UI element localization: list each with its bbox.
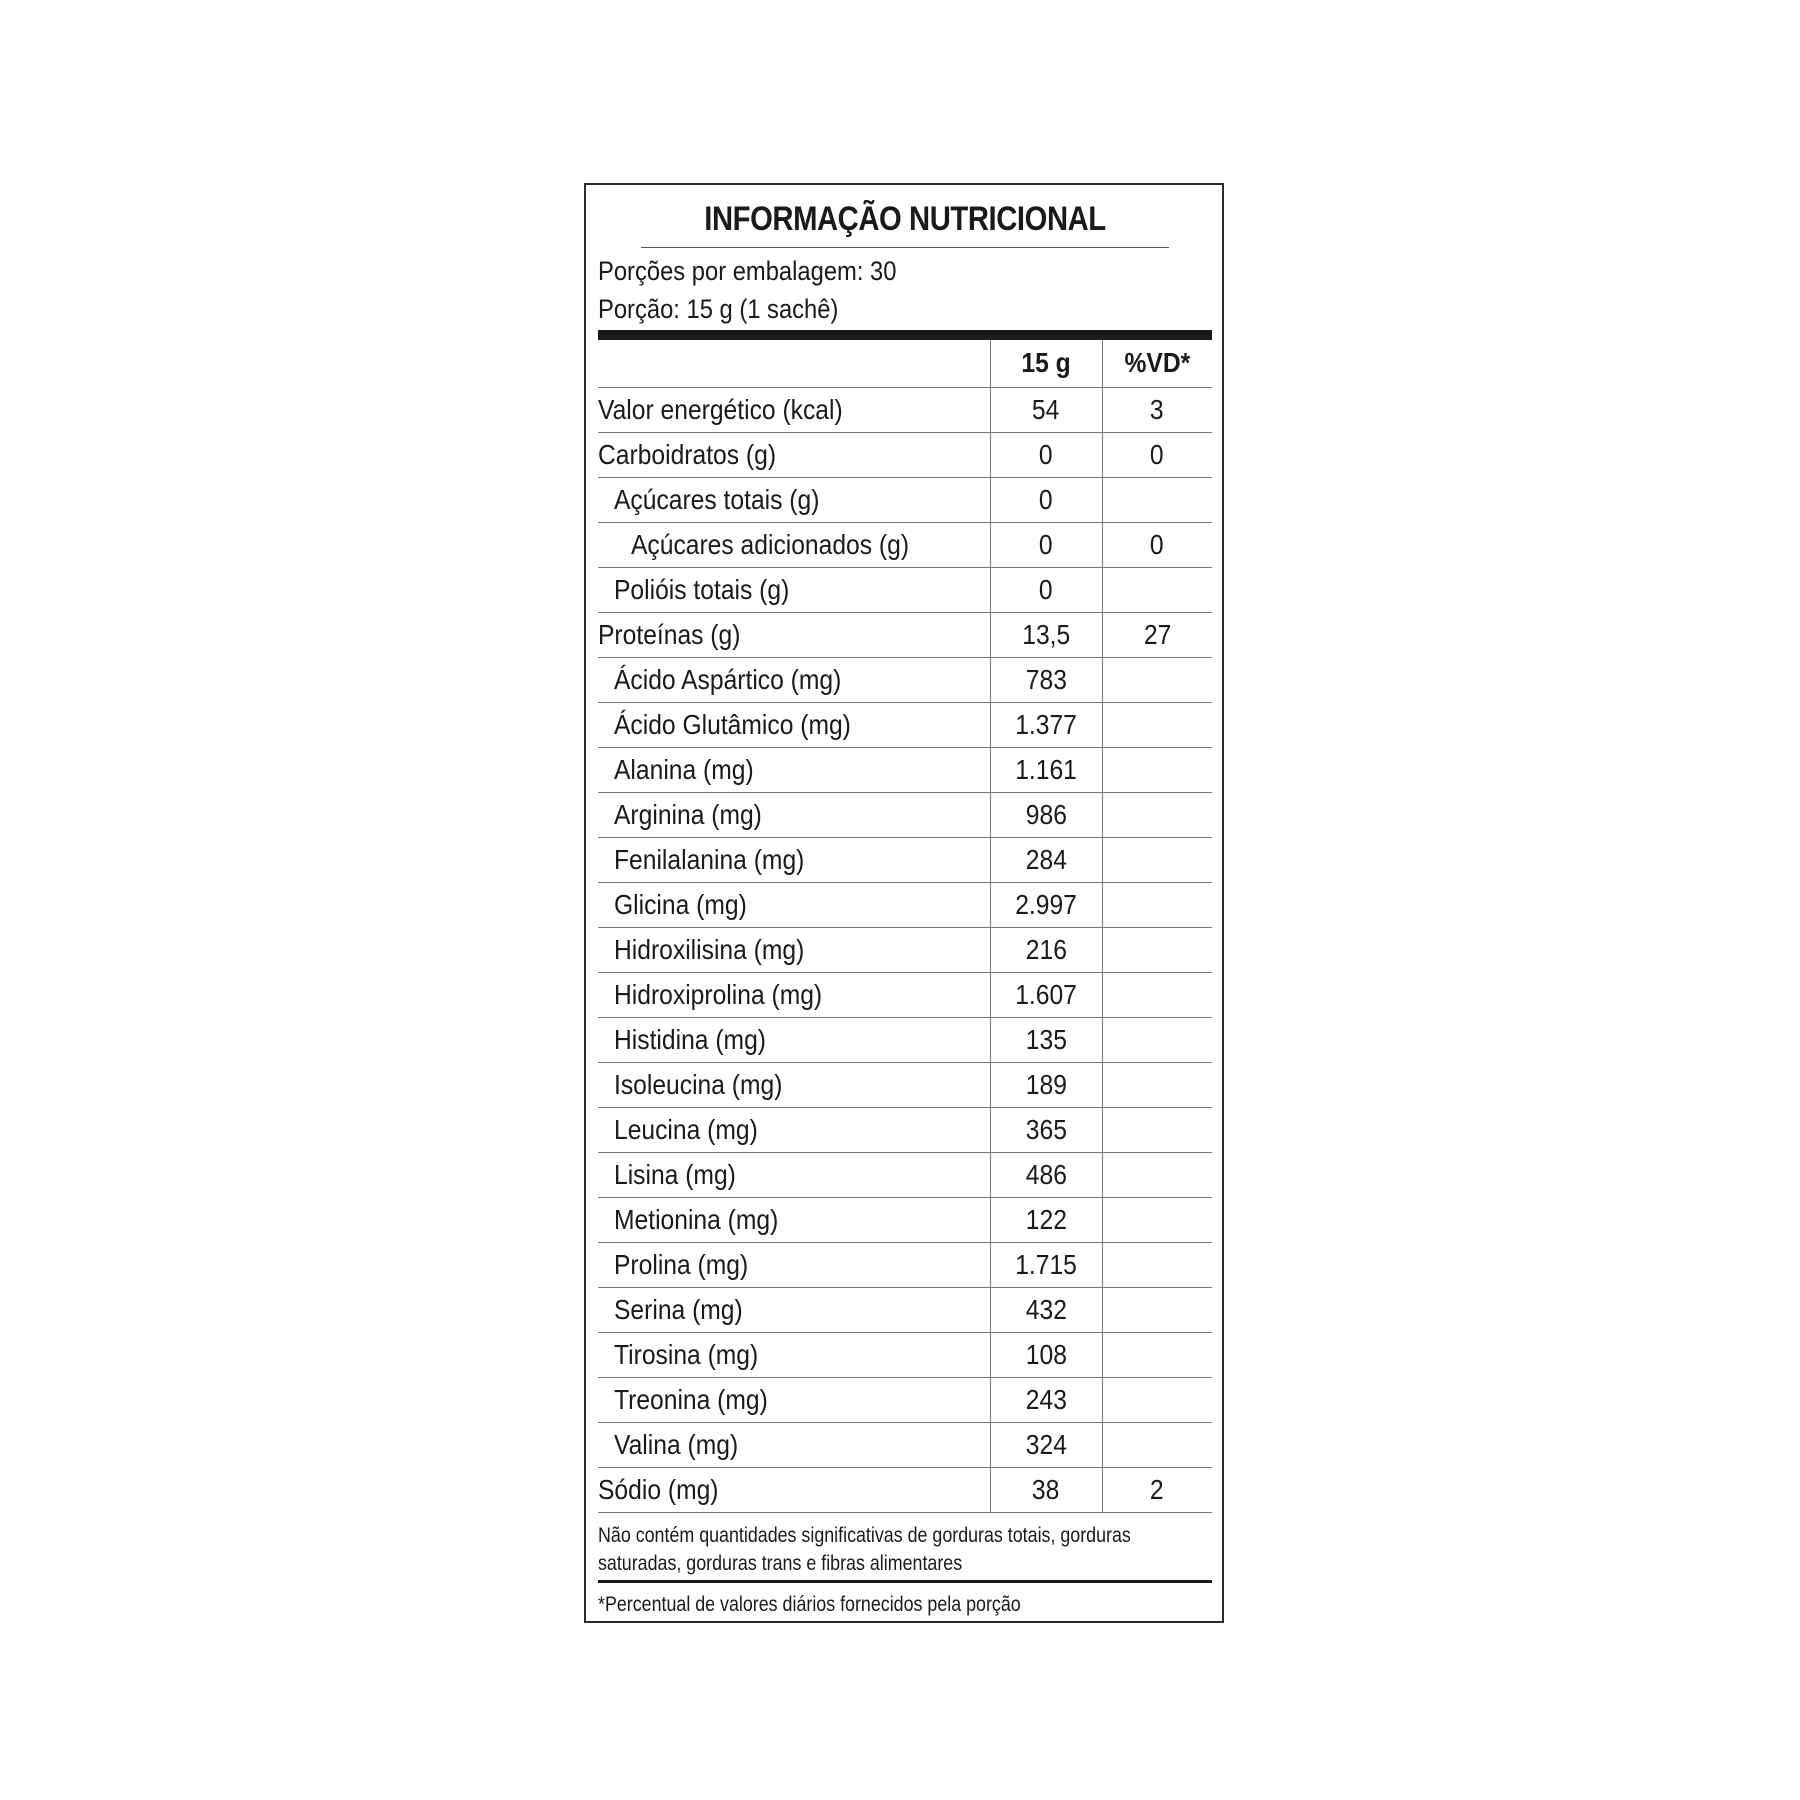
- table-row: [598, 747, 1212, 792]
- nutrient-amount: 0: [990, 477, 1102, 522]
- nutrient-name: Ácido Glutâmico (mg): [598, 702, 990, 747]
- nutrient-dv: [1102, 1152, 1212, 1197]
- nutrient-name: Açúcares adicionados (g): [598, 522, 990, 567]
- nutrient-amount: 783: [990, 657, 1102, 702]
- thick-divider: [598, 330, 1212, 340]
- nutrient-amount: 1.161: [990, 747, 1102, 792]
- nutrient-name: Açúcares totais (g): [598, 477, 990, 522]
- nutrient-amount: 13,5: [990, 612, 1102, 657]
- table-row: [598, 567, 1212, 612]
- nutrient-name: Prolina (mg): [598, 1242, 990, 1287]
- nutrient-amount: 0: [990, 567, 1102, 612]
- nutrient-dv: [1102, 657, 1212, 702]
- nutrient-amount: 108: [990, 1332, 1102, 1377]
- nutrient-amount: 432: [990, 1287, 1102, 1332]
- nutrient-dv: [1102, 1287, 1212, 1332]
- nutrient-dv: [1102, 1332, 1212, 1377]
- nutrient-amount: 135: [990, 1017, 1102, 1062]
- nutrient-name: Arginina (mg): [598, 792, 990, 837]
- serving-size: Porção: 15 g (1 sachê): [598, 294, 839, 324]
- nutrient-dv: [1102, 1062, 1212, 1107]
- nutrient-dv: 0: [1102, 522, 1212, 567]
- nutrient-amount: 38: [990, 1467, 1102, 1512]
- footnote-not-significant: [598, 1513, 1212, 1583]
- table-row: [598, 1242, 1212, 1287]
- table-row: [598, 702, 1212, 747]
- table-row: [598, 432, 1212, 477]
- table-row: [598, 1107, 1212, 1152]
- table-row: [598, 522, 1212, 567]
- nutrient-name: Glicina (mg): [598, 882, 990, 927]
- table-row: [598, 387, 1212, 432]
- nutrient-name: Sódio (mg): [598, 1467, 990, 1512]
- table-row: [598, 882, 1212, 927]
- nutrient-name: Leucina (mg): [598, 1107, 990, 1152]
- nutrient-dv: [1102, 1422, 1212, 1467]
- nutrient-name: Carboidratos (g): [598, 432, 990, 477]
- nutrient-amount: 1.715: [990, 1242, 1102, 1287]
- nutrient-amount: 324: [990, 1422, 1102, 1467]
- nutrient-dv: 2: [1102, 1467, 1212, 1512]
- table-header-row: [598, 340, 1212, 387]
- nutrient-dv: [1102, 1017, 1212, 1062]
- nutrient-amount: 189: [990, 1062, 1102, 1107]
- nutrient-name: Hidroxiprolina (mg): [598, 972, 990, 1017]
- nutrient-name: Tirosina (mg): [598, 1332, 990, 1377]
- nutrient-amount: 216: [990, 927, 1102, 972]
- nutrient-name: Serina (mg): [598, 1287, 990, 1332]
- footnote-dv-note: [598, 1583, 1212, 1619]
- label-content: [598, 185, 1212, 1619]
- table-row: [598, 972, 1212, 1017]
- nutrient-name: Valor energético (kcal): [598, 387, 990, 432]
- nutrient-amount: 122: [990, 1197, 1102, 1242]
- serving-info: [598, 248, 1212, 330]
- nutrient-dv: [1102, 882, 1212, 927]
- nutrient-amount: 986: [990, 792, 1102, 837]
- nutrient-dv: [1102, 747, 1212, 792]
- nutrient-name: Fenilalanina (mg): [598, 837, 990, 882]
- table-row: [598, 1467, 1212, 1512]
- table-row: [598, 1422, 1212, 1467]
- nutrient-dv: 0: [1102, 432, 1212, 477]
- footnote-line-1: Não contém quantidades significativas de gorduras totais, gorduras: [598, 1523, 1131, 1547]
- nutrient-name: Alanina (mg): [598, 747, 990, 792]
- nutrient-name: Treonina (mg): [598, 1377, 990, 1422]
- nutrient-name: Lisina (mg): [598, 1152, 990, 1197]
- nutrient-dv: [1102, 1197, 1212, 1242]
- nutrient-amount: 2.997: [990, 882, 1102, 927]
- nutrient-dv: 27: [1102, 612, 1212, 657]
- table-row: [598, 1197, 1212, 1242]
- nutrient-dv: [1102, 837, 1212, 882]
- table-row: [598, 927, 1212, 972]
- nutrient-dv: [1102, 477, 1212, 522]
- nutrient-dv: [1102, 1107, 1212, 1152]
- nutrient-dv: 3: [1102, 387, 1212, 432]
- table-row: [598, 1062, 1212, 1107]
- nutrient-dv: [1102, 1377, 1212, 1422]
- table-row: [598, 1377, 1212, 1422]
- nutrient-name: Valina (mg): [598, 1422, 990, 1467]
- table-row: [598, 657, 1212, 702]
- nutrient-dv: [1102, 702, 1212, 747]
- table-row: [598, 792, 1212, 837]
- column-header-amount: 15 g: [990, 340, 1102, 387]
- table-row: [598, 1332, 1212, 1377]
- nutrient-dv: [1102, 567, 1212, 612]
- nutrient-amount: 365: [990, 1107, 1102, 1152]
- table-row: [598, 477, 1212, 522]
- table-row: [598, 1152, 1212, 1197]
- dv-note-text: *Percentual de valores diários fornecidos pela porção: [598, 1592, 1021, 1616]
- nutrition-facts-label: [584, 183, 1224, 1623]
- nutrient-amount: 0: [990, 522, 1102, 567]
- nutrient-name: Polióis totais (g): [598, 567, 990, 612]
- table-row: [598, 1017, 1212, 1062]
- nutrient-name: Hidroxilisina (mg): [598, 927, 990, 972]
- nutrition-table: [598, 340, 1212, 1513]
- nutrient-amount: 284: [990, 837, 1102, 882]
- nutrient-amount: 1.377: [990, 702, 1102, 747]
- table-row: [598, 1287, 1212, 1332]
- nutrient-dv: [1102, 927, 1212, 972]
- servings-per-package: Porções por embalagem: 30: [598, 256, 897, 286]
- nutrient-amount: 1.607: [990, 972, 1102, 1017]
- table-row: [598, 612, 1212, 657]
- header-blank-cell: [598, 340, 990, 387]
- nutrient-amount: 0: [990, 432, 1102, 477]
- label-title: INFORMAÇÃO NUTRICIONAL: [641, 185, 1169, 248]
- nutrient-dv: [1102, 792, 1212, 837]
- nutrient-name: Histidina (mg): [598, 1017, 990, 1062]
- nutrient-name: Proteínas (g): [598, 612, 990, 657]
- table-row: [598, 837, 1212, 882]
- nutrient-amount: 54: [990, 387, 1102, 432]
- nutrient-name: Isoleucina (mg): [598, 1062, 990, 1107]
- footnote-line-2: saturadas, gorduras trans e fibras alimentares: [598, 1551, 963, 1575]
- column-header-dv: %VD*: [1102, 340, 1212, 387]
- nutrient-dv: [1102, 972, 1212, 1017]
- nutrient-name: Metionina (mg): [598, 1197, 990, 1242]
- nutrient-amount: 486: [990, 1152, 1102, 1197]
- nutrient-dv: [1102, 1242, 1212, 1287]
- nutrient-name: Ácido Aspártico (mg): [598, 657, 990, 702]
- nutrient-amount: 243: [990, 1377, 1102, 1422]
